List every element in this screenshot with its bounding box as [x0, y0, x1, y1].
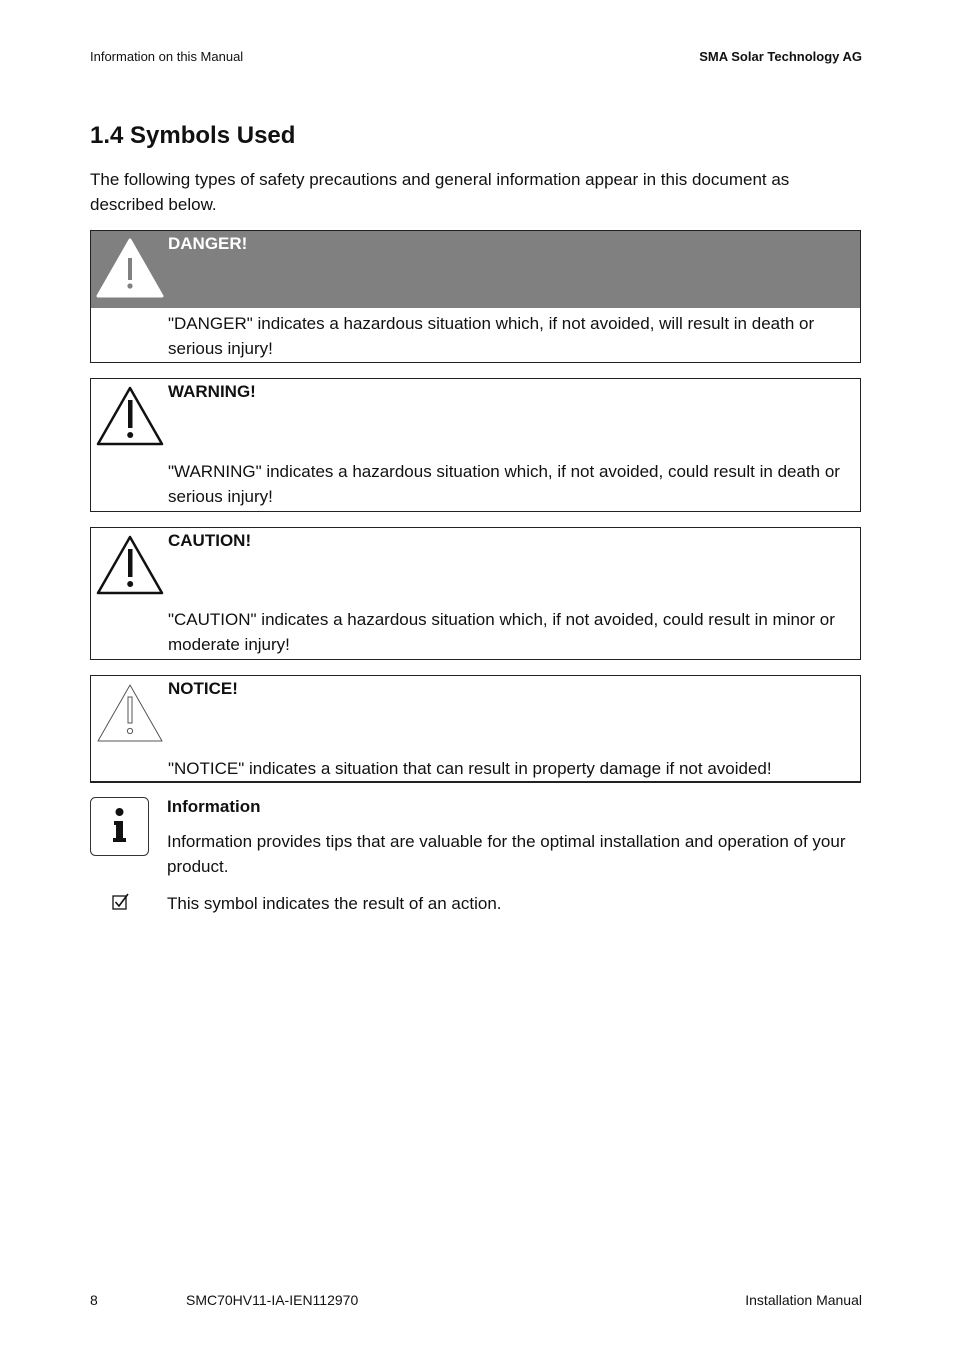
notice-box — [90, 675, 861, 783]
caution-box — [90, 527, 861, 660]
danger-box — [90, 230, 861, 363]
notice-text: "NOTICE" indicates a situation that can result in property damage if not avoided! — [168, 759, 772, 778]
caution-text: "CAUTION" indicates a hazardous situation which, if not avoided, could result in minor or moderate injury! — [168, 610, 835, 654]
result-text: This symbol indicates the result of an action. — [167, 894, 502, 913]
footer-document-code: SMC70HV11-IA-IEN112970 — [186, 1292, 359, 1308]
header-left: Information on this Manual — [90, 49, 244, 64]
danger-warning-triangle-icon — [96, 236, 164, 300]
warning-triangle-icon — [96, 384, 164, 448]
section-intro: The following types of safety precautions and general information appear in this document as described below. — [90, 170, 790, 214]
information-text: Information provides tips that are valuable for the optimal installation and operation of your product. — [167, 832, 846, 876]
warning-box — [90, 378, 861, 512]
warning-text: "WARNING" indicates a hazardous situation which, if not avoided, could result in death or serious injury! — [168, 462, 840, 506]
header-right: SMA Solar Technology AG — [699, 49, 862, 64]
danger-text: "DANGER" indicates a hazardous situation which, if not avoided, will result in death or serious injury! — [168, 314, 815, 358]
notice-triangle-icon — [96, 681, 164, 745]
notice-title: NOTICE! — [168, 679, 238, 698]
warning-title: WARNING! — [168, 382, 256, 401]
caution-title: CAUTION! — [168, 531, 252, 550]
footer-document-type: Installation Manual — [745, 1292, 862, 1308]
section-title: 1.4 Symbols Used — [90, 122, 296, 149]
footer-page-number: 8 — [90, 1292, 98, 1308]
info-icon — [90, 797, 149, 856]
information-title: Information — [167, 797, 261, 816]
danger-title: DANGER! — [168, 234, 248, 253]
caution-triangle-icon — [96, 533, 164, 597]
checkbox-checked-icon — [112, 893, 130, 911]
